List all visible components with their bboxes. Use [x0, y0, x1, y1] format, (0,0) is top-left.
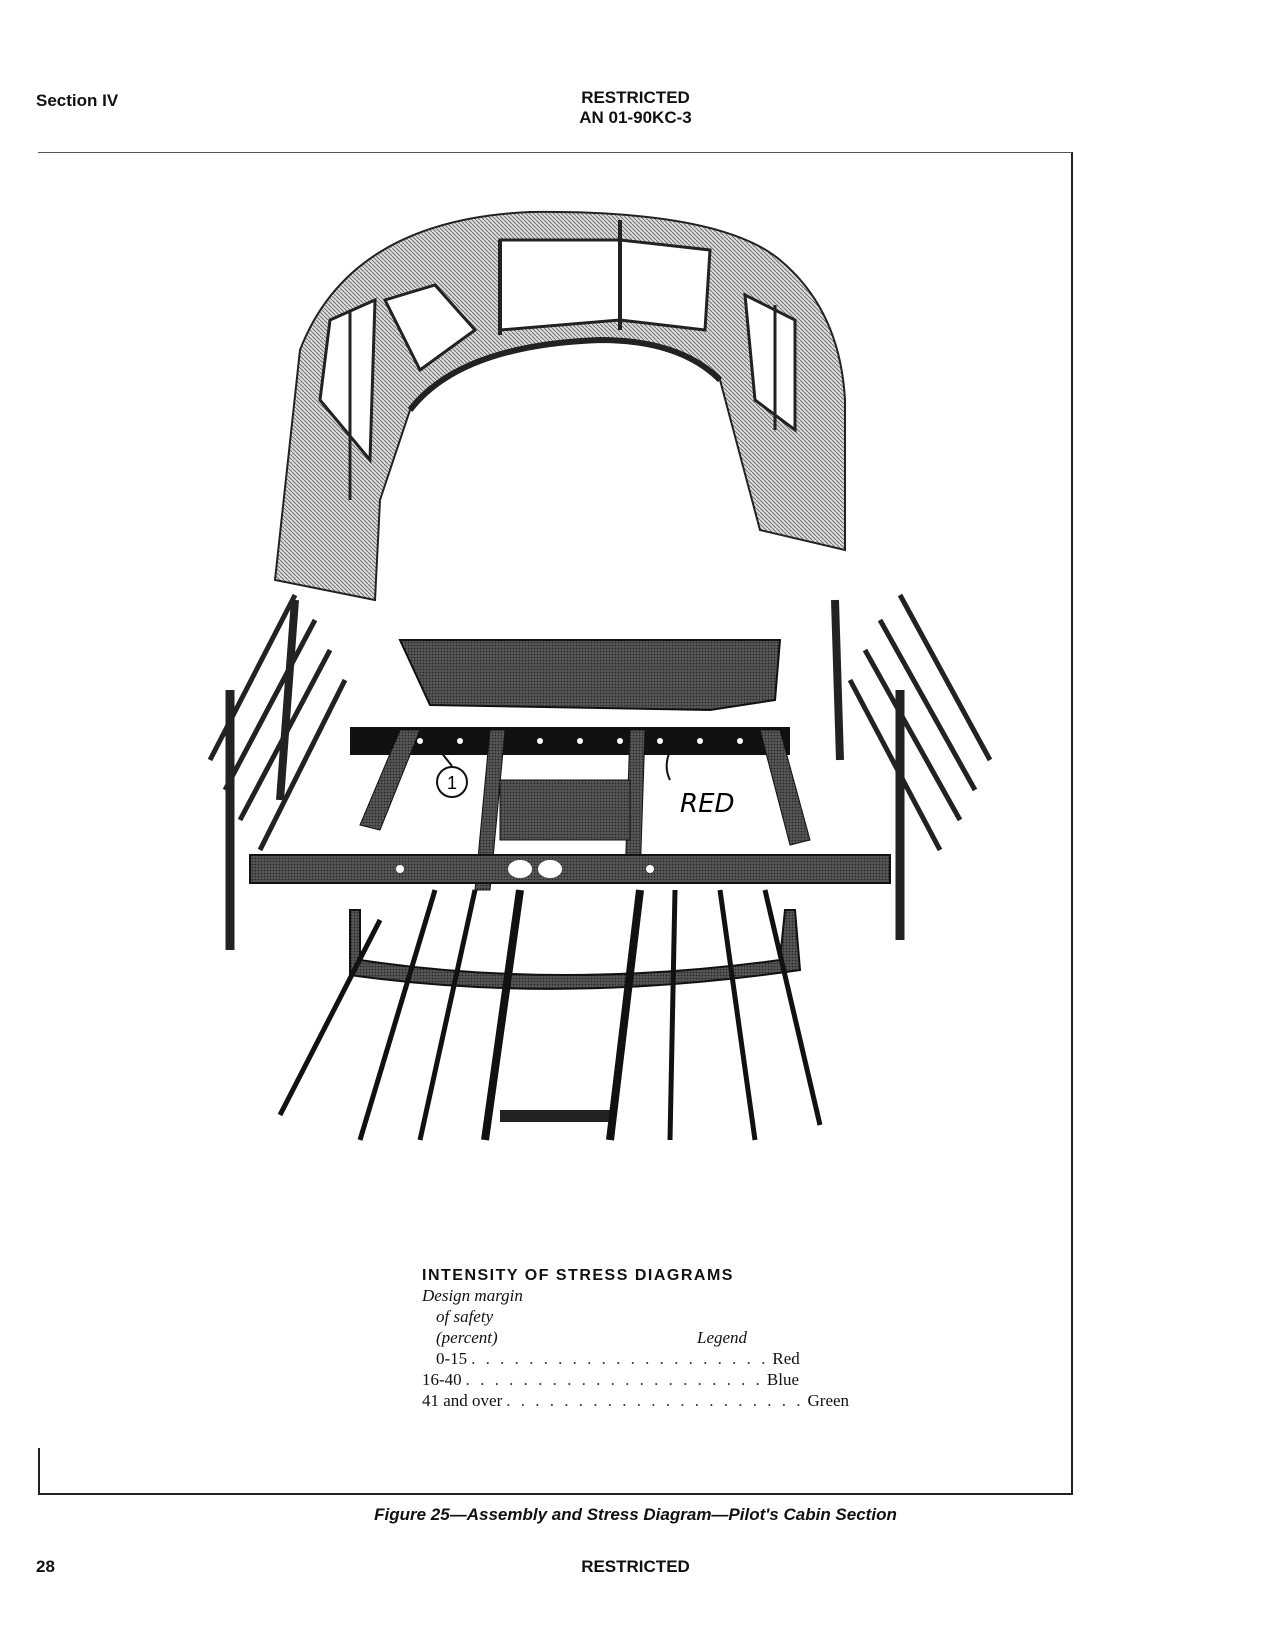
- handwritten-red-label: RED: [680, 789, 735, 819]
- legend-range: 41 and over: [422, 1391, 503, 1410]
- right-side-frames: [835, 595, 990, 940]
- legend-range: 16-40: [422, 1370, 462, 1389]
- canopy-shell: [275, 212, 845, 600]
- cabin-assembly-illustration: [200, 200, 1000, 1220]
- leader-dots: . . . . . . . . . . . . . . . . . . . . .: [506, 1391, 804, 1410]
- document-number: AN 01-90KC-3: [579, 108, 692, 127]
- legend-range: 0-15: [436, 1349, 468, 1368]
- legend-header: Legend: [697, 1328, 748, 1347]
- legend-color: Blue: [766, 1370, 800, 1389]
- floor-structure: [250, 640, 890, 890]
- figure-caption: Figure 25—Assembly and Stress Diagram—Pilot's Cabin Section: [374, 1505, 897, 1524]
- legend-col-header-2: of safety: [436, 1307, 494, 1326]
- left-side-frames: [210, 595, 345, 950]
- legend-row: [422, 1348, 800, 1369]
- header-classification: RESTRICTED: [581, 88, 690, 107]
- legend-row: [422, 1390, 850, 1411]
- footer-classification: RESTRICTED: [581, 1557, 690, 1576]
- legend-col-header-1: Design margin: [422, 1286, 523, 1305]
- page-number: 28: [36, 1557, 55, 1576]
- legend-title: INTENSITY OF STRESS DIAGRAMS: [422, 1267, 734, 1284]
- legend-color: Green: [807, 1391, 850, 1410]
- section-label: Section IV: [36, 91, 119, 110]
- legend-color: Red: [772, 1349, 800, 1368]
- leader-dots: . . . . . . . . . . . . . . . . . . . . .: [465, 1370, 763, 1389]
- document-header: [0, 88, 1271, 128]
- stress-legend: [422, 1267, 850, 1411]
- frame-left-edge: [38, 1448, 40, 1495]
- legend-col-header-3: (percent): [436, 1328, 498, 1347]
- legend-row: [422, 1369, 800, 1390]
- callout-number: 1: [446, 773, 458, 793]
- leader-dots: . . . . . . . . . . . . . . . . . . . . .: [471, 1349, 769, 1368]
